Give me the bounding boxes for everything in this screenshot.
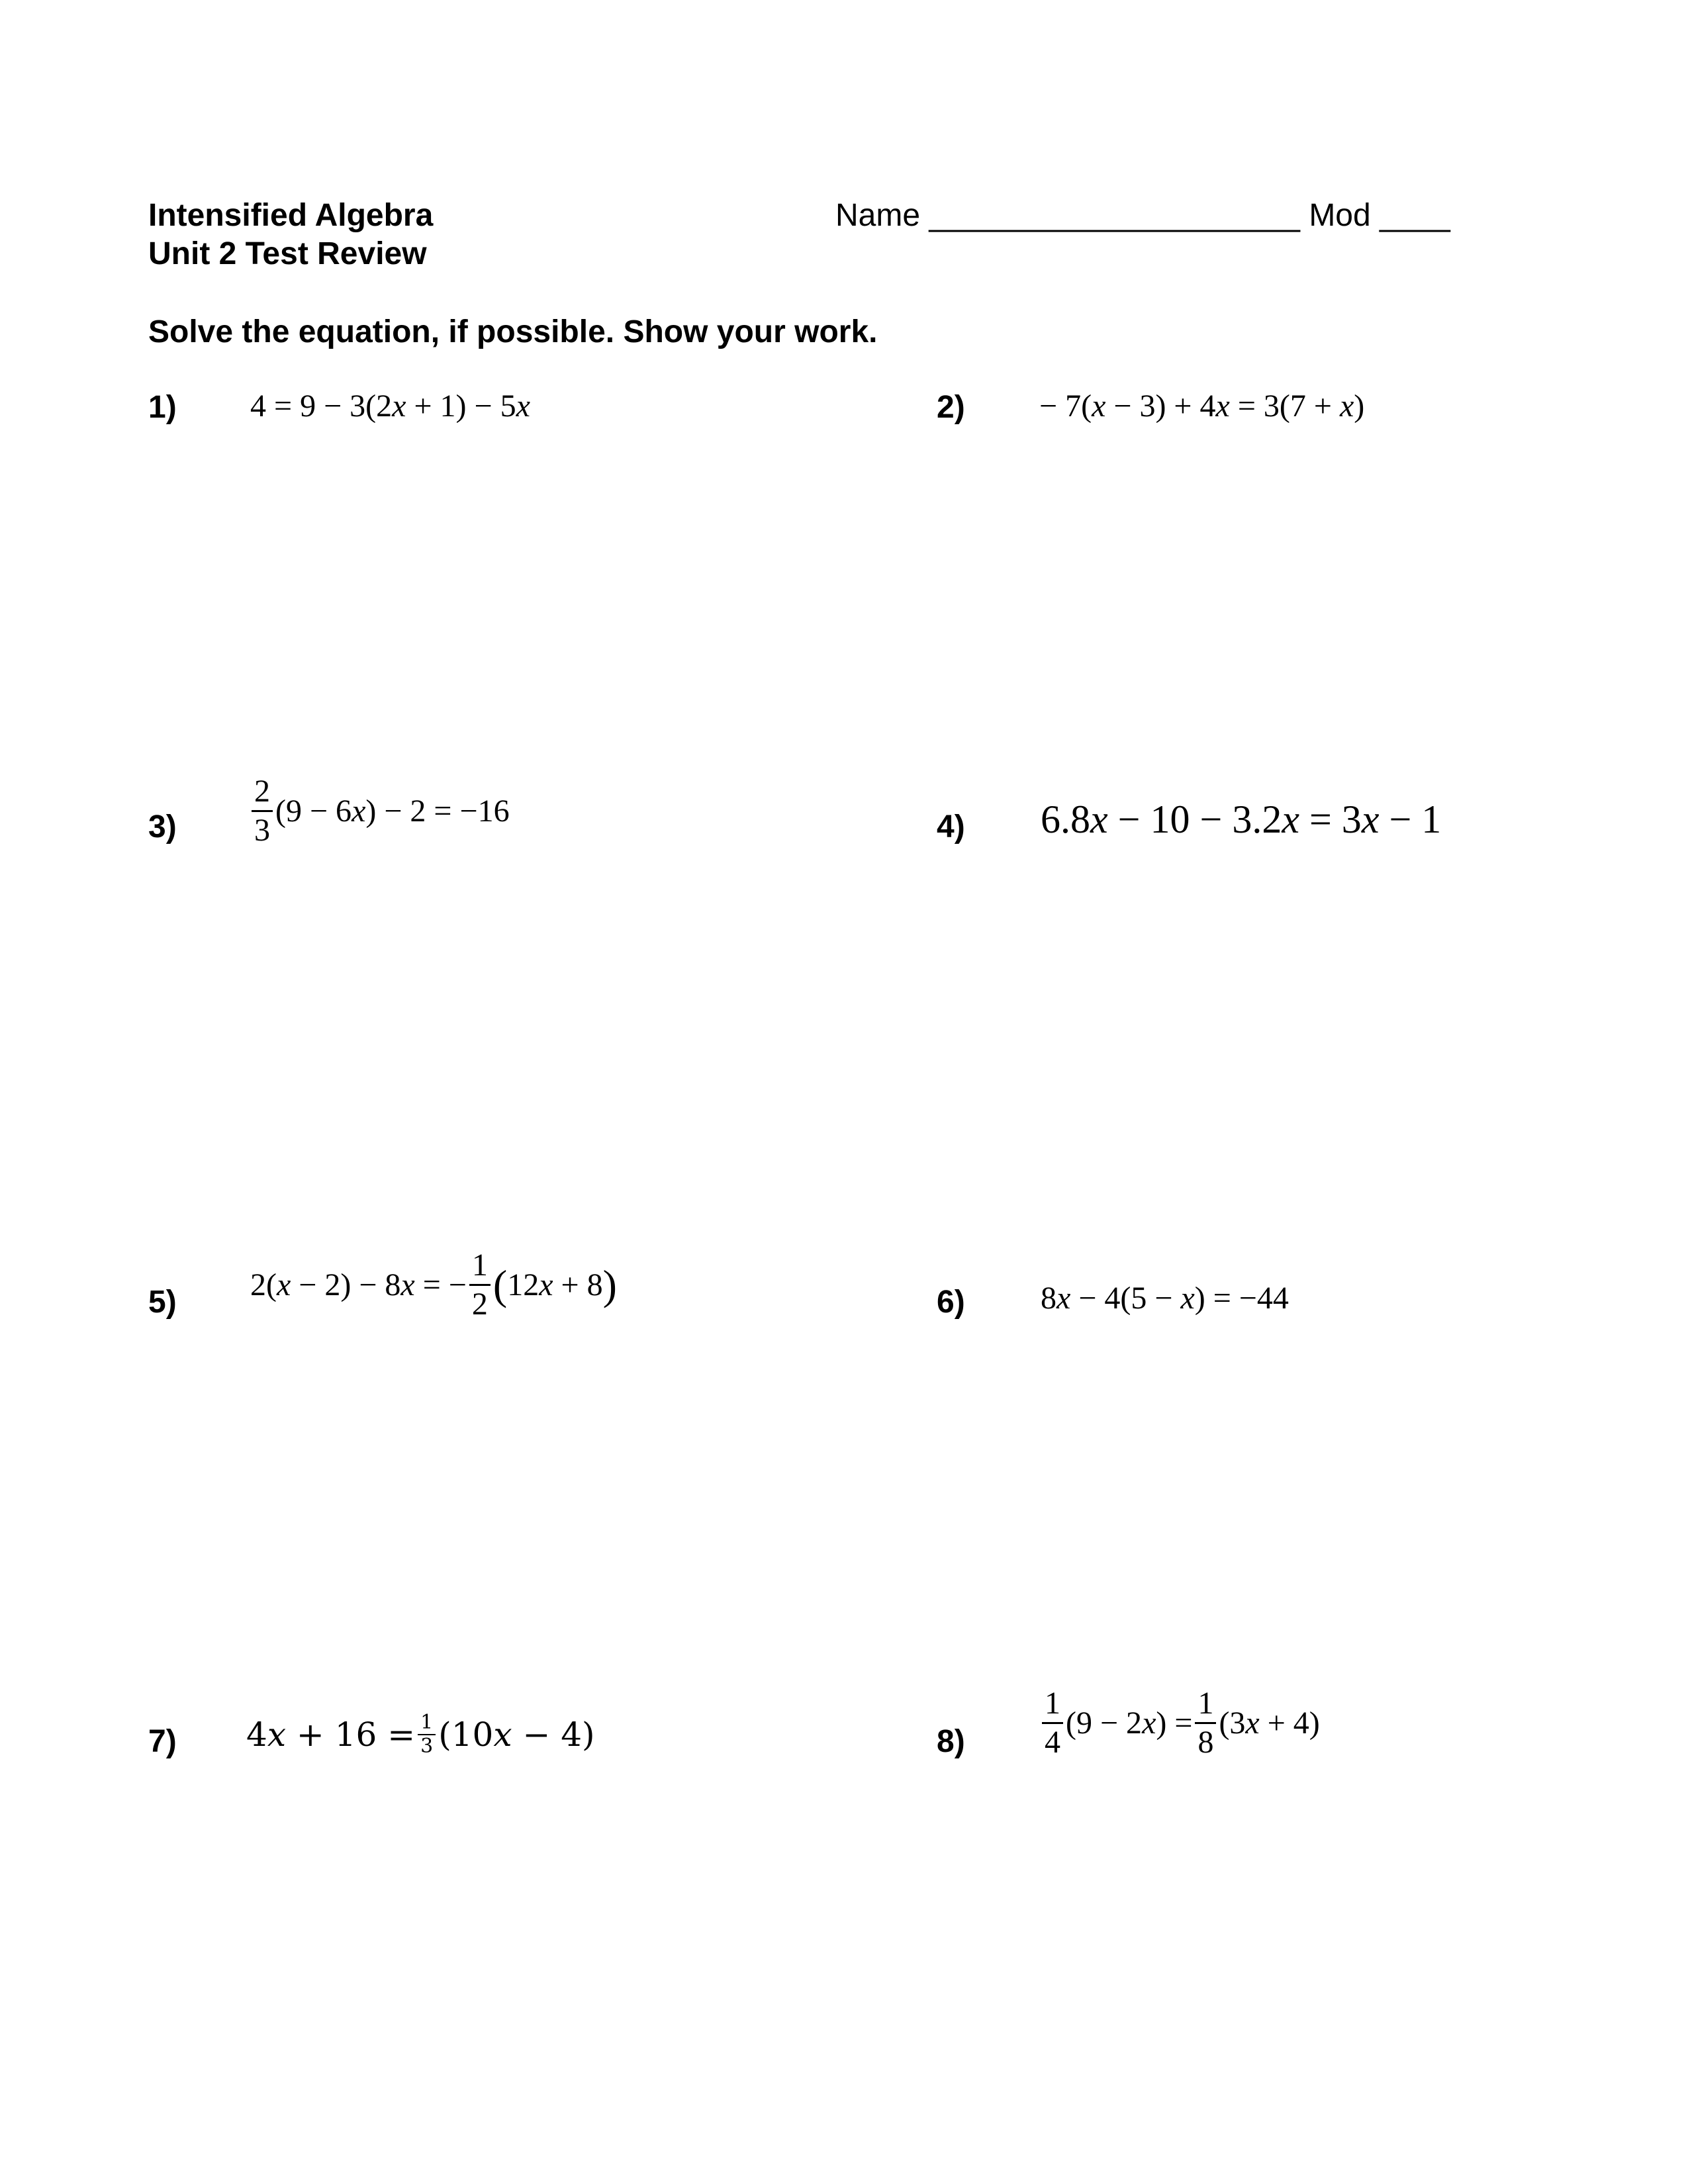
unit-title: Unit 2 Test Review xyxy=(148,236,427,271)
problem-1-equation: 4 = 9 − 3(2x + 1) − 5x xyxy=(250,388,530,424)
course-title: Intensified Algebra xyxy=(148,198,434,233)
problem-1-number: 1) xyxy=(148,390,177,425)
name-mod-line: Name _____________________ Mod ____ xyxy=(835,198,1450,233)
problem-7-number: 7) xyxy=(148,1724,177,1759)
fraction-one-half: $\frac{1}{2}$ xyxy=(469,1250,491,1320)
problem-5-number: 5) xyxy=(148,1285,177,1320)
instructions: Solve the equation, if possible. Show your work. xyxy=(148,314,878,349)
problem-4-equation: 6.8x − 10 − 3.2x = 3x − 1 xyxy=(1041,797,1442,841)
problem-8-number: 8) xyxy=(937,1724,965,1759)
problem-3-equation: $\frac{2}{3}$ (9 − 6x) − 2 = −16 xyxy=(249,776,510,846)
problem-4-number: 4) xyxy=(937,809,965,844)
problem-6-equation: 8x − 4(5 − x) = −44 xyxy=(1041,1281,1289,1316)
fraction-one-third: $\frac{1}{3}$ xyxy=(418,1713,436,1756)
problem-3-number: 3) xyxy=(148,809,177,844)
problem-7-equation: 4x + 16 = $\frac{1}{3}$ (10x − 4) xyxy=(246,1711,595,1758)
fraction-one-eighth: $\frac{1}{8}$ xyxy=(1195,1688,1216,1758)
fraction-two-thirds: $\frac{2}{3}$ xyxy=(252,776,273,846)
problem-2-number: 2) xyxy=(937,390,965,425)
problem-5-equation: 2(x − 2) − 8x = − $\frac{1}{2}$ ( 12x + 8 ) xyxy=(250,1248,617,1322)
problem-2-equation: − 7(x − 3) + 4x = 3(7 + x) xyxy=(1039,388,1365,424)
fraction-one-quarter: $\frac{1}{4}$ xyxy=(1042,1688,1063,1758)
problem-8-equation: $\frac{1}{4}$ (9 − 2x) = $\frac{1}{8}$ (3x + 4) xyxy=(1039,1688,1320,1758)
problem-6-number: 6) xyxy=(937,1285,965,1320)
